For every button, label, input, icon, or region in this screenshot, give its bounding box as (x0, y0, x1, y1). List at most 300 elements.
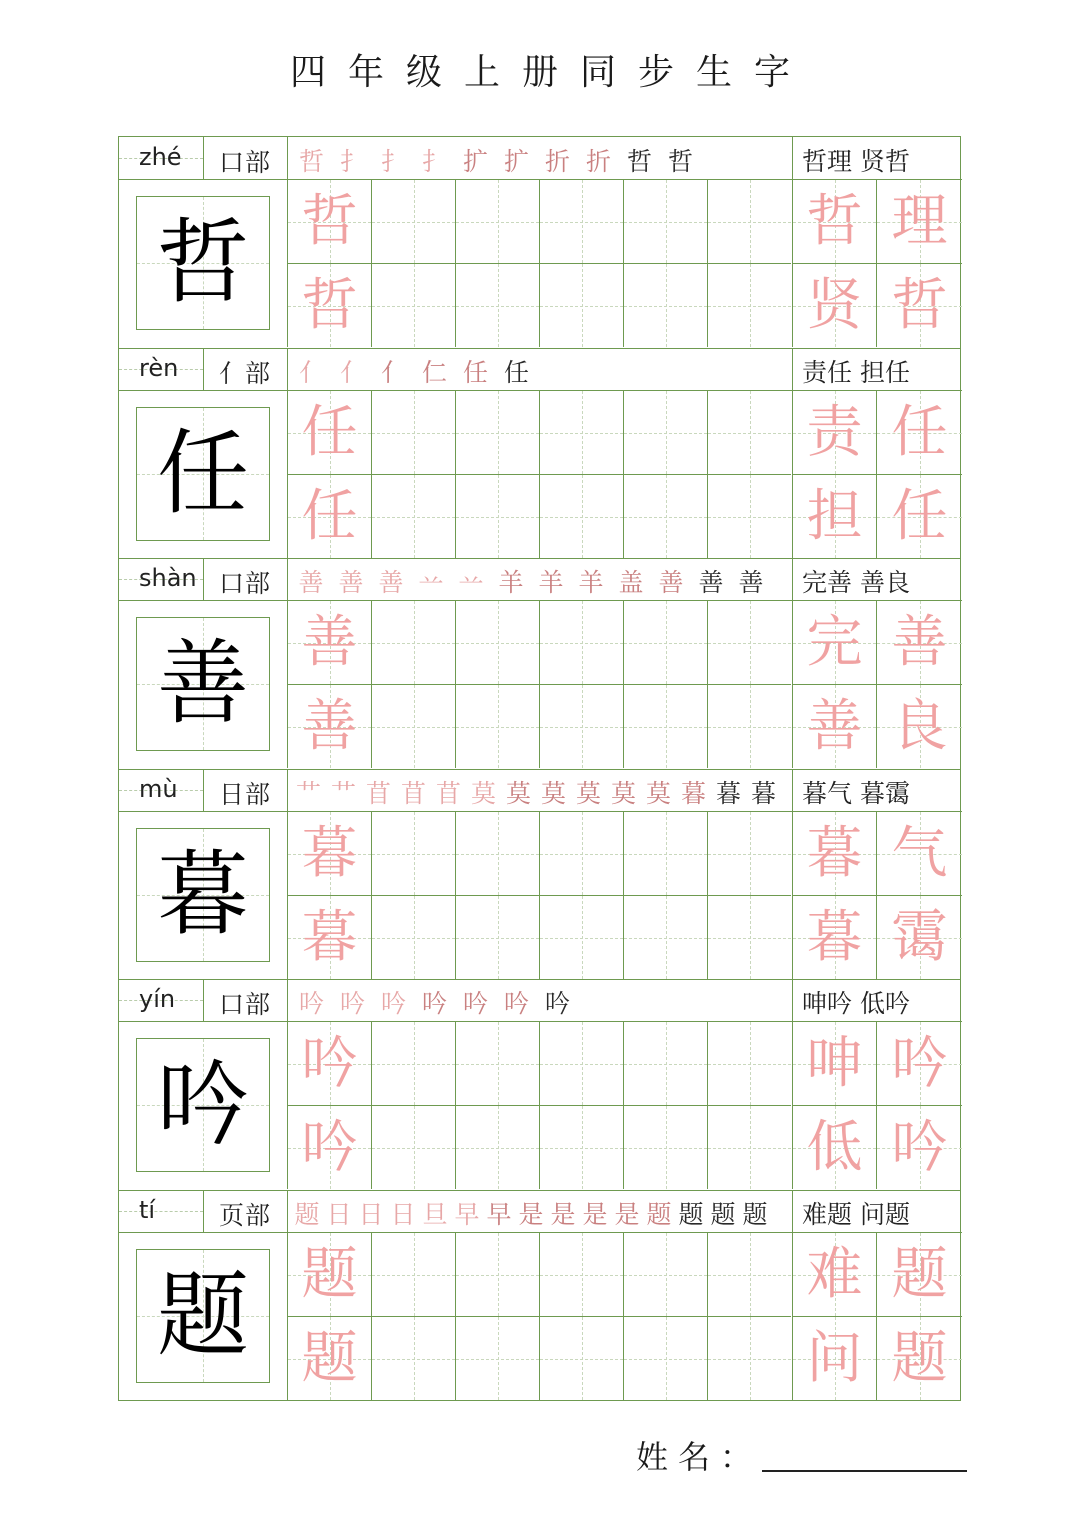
example-words: 责任 担任 (802, 358, 910, 387)
model-character-box (136, 1038, 270, 1172)
header-divider (792, 558, 793, 600)
stroke-order (291, 774, 781, 810)
header-divider (287, 769, 288, 811)
stroke-step: 莫 (610, 779, 636, 808)
trace-character: 善 (301, 609, 358, 675)
practice-cell[interactable] (623, 1316, 707, 1400)
practice-cell[interactable] (707, 811, 791, 895)
stroke-step: 扌 (380, 147, 406, 176)
trace-character: 任 (301, 399, 358, 465)
header-divider (287, 558, 288, 600)
guide-line (582, 1317, 583, 1400)
header-divider (203, 137, 204, 179)
practice-cell[interactable] (287, 1105, 371, 1189)
stroke-step: 莫 (645, 779, 671, 808)
trace-character: 暮 (806, 820, 863, 886)
practice-cell[interactable] (455, 1316, 539, 1400)
model-character: 任 (156, 420, 249, 527)
stroke-step: 善 (338, 568, 364, 597)
practice-cell[interactable] (539, 1021, 623, 1105)
stroke-step: 亻 (339, 358, 365, 387)
header-divider (203, 979, 204, 1021)
word-practice-cell[interactable] (792, 474, 876, 558)
trace-character: 任 (891, 399, 948, 465)
trace-character: 责 (806, 399, 863, 465)
stroke-step: 任 (462, 358, 488, 387)
practice-cell[interactable] (287, 1316, 371, 1400)
practice-cell[interactable] (539, 263, 623, 347)
word-practice-cell[interactable] (792, 1105, 876, 1189)
trace-character: 暮 (301, 904, 358, 970)
stroke-step: 暮 (680, 779, 706, 808)
guide-line (582, 601, 583, 684)
word-practice-cell[interactable] (876, 600, 962, 684)
word-practice-cell[interactable] (792, 1021, 876, 1105)
word-practice-cell[interactable] (792, 263, 876, 347)
trace-character: 暮 (806, 904, 863, 970)
stroke-step: 扩 (462, 147, 488, 176)
trace-character: 完 (806, 609, 863, 675)
practice-cell[interactable] (707, 684, 791, 768)
guide-line (414, 1106, 415, 1189)
practice-cell[interactable] (707, 179, 791, 263)
guide-line (498, 1106, 499, 1189)
worksheet-title: 四年级上册同步生字 (289, 52, 812, 93)
practice-cell[interactable] (287, 895, 371, 979)
stroke-step: 日 (326, 1200, 352, 1229)
row-divider (119, 979, 960, 980)
trace-character: 吟 (891, 1114, 948, 1180)
guide-line (750, 812, 751, 895)
radical-label: 口部 (219, 148, 272, 177)
guide-line (750, 685, 751, 768)
stroke-step: 苜 (400, 779, 426, 808)
stroke-step: 扌 (339, 147, 365, 176)
word-practice-cell[interactable] (876, 474, 962, 558)
radical-label: 口部 (219, 990, 272, 1019)
practice-cell[interactable] (455, 811, 539, 895)
trace-character: 题 (301, 1241, 358, 1307)
stroke-step: 莫 (575, 779, 601, 808)
pinyin-label: rèn (139, 354, 179, 382)
guide-line (750, 601, 751, 684)
stroke-step: 早 (486, 1200, 512, 1229)
stroke-step: 莫 (505, 779, 531, 808)
stroke-step: 艹 (295, 779, 321, 808)
practice-cell[interactable] (455, 1232, 539, 1316)
guide-line (582, 685, 583, 768)
stroke-step: 是 (614, 1200, 640, 1229)
model-character: 哲 (156, 209, 249, 316)
guide-line (582, 896, 583, 979)
practice-cell[interactable] (287, 811, 371, 895)
guide-line (498, 685, 499, 768)
radical-label: 亻部 (219, 359, 272, 388)
character-block (119, 348, 960, 559)
model-character-box (136, 1249, 270, 1383)
model-character: 题 (156, 1262, 249, 1369)
guide-line (498, 812, 499, 895)
practice-cell[interactable] (371, 1316, 455, 1400)
stroke-step: 扩 (503, 147, 529, 176)
practice-cell[interactable] (287, 1021, 371, 1105)
guide-line (582, 812, 583, 895)
practice-cell[interactable] (455, 895, 539, 979)
practice-cell[interactable] (623, 895, 707, 979)
practice-cell[interactable] (287, 179, 371, 263)
stroke-step: 题 (294, 1200, 320, 1229)
practice-cell[interactable] (623, 263, 707, 347)
practice-cell[interactable] (287, 263, 371, 347)
practice-cell[interactable] (455, 1105, 539, 1189)
practice-cell[interactable] (539, 1105, 623, 1189)
practice-cell[interactable] (371, 684, 455, 768)
guide-line (750, 475, 751, 558)
trace-character: 哲 (891, 272, 948, 338)
practice-cell[interactable] (539, 390, 623, 474)
stroke-step: 折 (544, 147, 570, 176)
pinyin-guide-line (119, 1211, 203, 1212)
practice-cell[interactable] (623, 1232, 707, 1316)
header-divider (203, 1190, 204, 1232)
practice-cell[interactable] (623, 474, 707, 558)
practice-cell[interactable] (707, 1021, 791, 1105)
guide-line (414, 812, 415, 895)
stroke-step: 莫 (540, 779, 566, 808)
practice-cell[interactable] (371, 390, 455, 474)
character-block (119, 137, 960, 348)
model-character-box (136, 617, 270, 751)
guide-line (582, 264, 583, 347)
guide-line (414, 601, 415, 684)
practice-cell[interactable] (539, 474, 623, 558)
practice-cell[interactable] (371, 1232, 455, 1316)
stroke-step: 题 (742, 1200, 768, 1229)
guide-line (666, 1106, 667, 1189)
header-divider (287, 979, 288, 1021)
model-character: 善 (156, 630, 249, 737)
trace-character: 气 (891, 820, 948, 886)
word-practice-cell[interactable] (792, 684, 876, 768)
guide-line (582, 180, 583, 263)
row-divider (119, 1190, 960, 1191)
header-divider (792, 137, 793, 179)
example-words: 哲理 贤哲 (802, 147, 910, 176)
stroke-step: 哲 (667, 147, 693, 176)
trace-character: 良 (891, 693, 948, 759)
word-practice-cell[interactable] (876, 895, 962, 979)
header-divider (287, 348, 288, 390)
stroke-step: 莫 (470, 779, 496, 808)
word-practice-cell[interactable] (876, 1316, 962, 1400)
practice-cell[interactable] (623, 600, 707, 684)
practice-cell[interactable] (539, 895, 623, 979)
model-character-box (136, 407, 270, 541)
character-block (119, 979, 960, 1190)
stroke-step: 亻 (380, 358, 406, 387)
trace-character: 难 (806, 1241, 863, 1307)
word-practice-cell[interactable] (876, 390, 962, 474)
practice-cell[interactable] (707, 895, 791, 979)
practice-cell[interactable] (371, 1021, 455, 1105)
radical-label: 口部 (219, 569, 272, 598)
trace-character: 理 (891, 188, 948, 254)
word-practice-cell[interactable] (876, 179, 962, 263)
header-divider (287, 137, 288, 179)
practice-cell[interactable] (707, 1232, 791, 1316)
trace-character: 吟 (301, 1030, 358, 1096)
practice-cell[interactable] (371, 263, 455, 347)
practice-cell[interactable] (371, 179, 455, 263)
guide-line (582, 1233, 583, 1316)
practice-cell[interactable] (623, 1105, 707, 1189)
guide-line (498, 391, 499, 474)
practice-cell[interactable] (287, 600, 371, 684)
trace-character: 任 (301, 483, 358, 549)
stroke-step: 苜 (365, 779, 391, 808)
guide-line (666, 475, 667, 558)
header-divider (287, 1190, 288, 1232)
trace-character: 贤 (806, 272, 863, 338)
practice-cell[interactable] (539, 1316, 623, 1400)
character-block (119, 1190, 960, 1401)
guide-line (414, 896, 415, 979)
practice-cell[interactable] (623, 1021, 707, 1105)
trace-character: 善 (891, 609, 948, 675)
model-character: 暮 (156, 841, 249, 948)
row-divider (119, 769, 960, 770)
header-divider (792, 348, 793, 390)
trace-character: 问 (806, 1325, 863, 1391)
header-divider (792, 1190, 793, 1232)
guide-line (750, 391, 751, 474)
guide-line (750, 896, 751, 979)
guide-line (750, 1022, 751, 1105)
practice-cell[interactable] (455, 390, 539, 474)
stroke-step: 仁 (421, 358, 447, 387)
practice-cell[interactable] (623, 684, 707, 768)
stroke-step: 折 (585, 147, 611, 176)
stroke-step: 是 (518, 1200, 544, 1229)
word-practice-cell[interactable] (876, 1232, 962, 1316)
stroke-order (291, 353, 537, 389)
practice-cell[interactable] (287, 1232, 371, 1316)
header-divider (203, 348, 204, 390)
stroke-step: 吟 (421, 989, 447, 1018)
trace-character: 暮 (301, 820, 358, 886)
guide-line (750, 1317, 751, 1400)
name-fill-line[interactable] (762, 1470, 967, 1472)
practice-cell[interactable] (287, 684, 371, 768)
guide-line (750, 1233, 751, 1316)
word-practice-cell[interactable] (792, 390, 876, 474)
trace-character: 善 (301, 693, 358, 759)
practice-cell[interactable] (371, 1105, 455, 1189)
stroke-step: 善 (658, 568, 684, 597)
trace-character: 吟 (891, 1030, 948, 1096)
practice-cell[interactable] (455, 263, 539, 347)
practice-cell[interactable] (539, 600, 623, 684)
practice-cell[interactable] (287, 390, 371, 474)
header-divider (203, 558, 204, 600)
guide-line (666, 391, 667, 474)
word-practice-cell[interactable] (876, 1021, 962, 1105)
practice-cell[interactable] (707, 600, 791, 684)
guide-line (582, 1022, 583, 1105)
pinyin-label: mù (139, 775, 178, 803)
stroke-step: 哲 (626, 147, 652, 176)
trace-character: 哲 (301, 188, 358, 254)
stroke-step: 暮 (715, 779, 741, 808)
pinyin-label: shàn (139, 564, 197, 592)
guide-line (414, 475, 415, 558)
guide-line (666, 1022, 667, 1105)
word-practice-cell[interactable] (792, 895, 876, 979)
guide-line (666, 264, 667, 347)
guide-line (414, 685, 415, 768)
practice-cell[interactable] (371, 811, 455, 895)
stroke-step: 羊 (578, 568, 604, 597)
practice-cell[interactable] (623, 811, 707, 895)
radical-label: 页部 (219, 1201, 272, 1230)
practice-cell[interactable] (707, 263, 791, 347)
practice-cell[interactable] (371, 895, 455, 979)
guide-line (666, 812, 667, 895)
practice-cell[interactable] (455, 179, 539, 263)
guide-line (498, 896, 499, 979)
stroke-step: 羊 (538, 568, 564, 597)
stroke-step: 艹 (330, 779, 356, 808)
stroke-step: 吟 (544, 989, 570, 1018)
guide-line (666, 685, 667, 768)
stroke-step: 早 (454, 1200, 480, 1229)
pinyin-label: yín (139, 985, 176, 1013)
guide-line (498, 180, 499, 263)
practice-cell[interactable] (707, 390, 791, 474)
practice-cell[interactable] (707, 1105, 791, 1189)
trace-character: 任 (891, 483, 948, 549)
stroke-step: 旦 (422, 1200, 448, 1229)
word-practice-cell[interactable] (876, 684, 962, 768)
character-block (119, 558, 960, 769)
practice-cell[interactable] (455, 474, 539, 558)
practice-cell[interactable] (707, 1316, 791, 1400)
stroke-step: 日 (390, 1200, 416, 1229)
practice-cell[interactable] (455, 1021, 539, 1105)
stroke-order (291, 984, 578, 1020)
row-divider (119, 348, 960, 349)
word-practice-cell[interactable] (792, 600, 876, 684)
trace-character: 哲 (301, 272, 358, 338)
guide-line (582, 1106, 583, 1189)
trace-character: 霭 (891, 904, 948, 970)
practice-cell[interactable] (623, 390, 707, 474)
stroke-step: 暮 (750, 779, 776, 808)
practice-cell[interactable] (539, 1232, 623, 1316)
guide-line (666, 180, 667, 263)
stroke-step: 吟 (339, 989, 365, 1018)
example-words: 难题 问题 (802, 1200, 910, 1229)
model-character: 吟 (156, 1051, 249, 1158)
example-words: 暮气 暮霭 (802, 779, 910, 808)
row-divider (119, 558, 960, 559)
stroke-step: 盖 (618, 568, 644, 597)
stroke-step: 善 (378, 568, 404, 597)
example-words: 完善 善良 (802, 568, 910, 597)
guide-line (414, 391, 415, 474)
guide-line (750, 264, 751, 347)
guide-line (498, 1233, 499, 1316)
stroke-order (291, 1195, 771, 1231)
practice-cell[interactable] (623, 179, 707, 263)
practice-cell[interactable] (371, 474, 455, 558)
guide-line (498, 1317, 499, 1400)
stroke-step: 是 (550, 1200, 576, 1229)
guide-line (414, 1233, 415, 1316)
practice-cell[interactable] (455, 684, 539, 768)
word-practice-cell[interactable] (876, 263, 962, 347)
stroke-step: 䒑 (418, 568, 444, 597)
stroke-step: 苜 (435, 779, 461, 808)
guide-line (666, 1317, 667, 1400)
guide-line (414, 264, 415, 347)
stroke-step: 善 (698, 568, 724, 597)
stroke-step: 吟 (380, 989, 406, 1018)
model-character-box (136, 196, 270, 330)
guide-line (498, 475, 499, 558)
header-divider (792, 769, 793, 811)
practice-cell[interactable] (707, 474, 791, 558)
guide-line (498, 264, 499, 347)
stroke-step: 䒑 (458, 568, 484, 597)
word-practice-cell[interactable] (792, 811, 876, 895)
radical-label: 日部 (219, 780, 272, 809)
trace-character: 吟 (301, 1114, 358, 1180)
practice-cell[interactable] (539, 811, 623, 895)
stroke-step: 题 (646, 1200, 672, 1229)
stroke-step: 吟 (503, 989, 529, 1018)
stroke-step: 善 (298, 568, 324, 597)
stroke-step: 日 (358, 1200, 384, 1229)
guide-line (582, 475, 583, 558)
guide-line (414, 1317, 415, 1400)
pinyin-label: tí (139, 1196, 156, 1224)
practice-cell[interactable] (539, 684, 623, 768)
guide-line (666, 1233, 667, 1316)
practice-cell[interactable] (455, 600, 539, 684)
trace-character: 担 (806, 483, 863, 549)
stroke-order (291, 142, 701, 178)
word-practice-cell[interactable] (876, 811, 962, 895)
practice-cell[interactable] (287, 474, 371, 558)
practice-cell[interactable] (371, 600, 455, 684)
stroke-step: 羊 (498, 568, 524, 597)
character-block (119, 769, 960, 980)
example-words: 呻吟 低吟 (802, 989, 910, 1018)
trace-character: 低 (806, 1114, 863, 1180)
trace-character: 哲 (806, 188, 863, 254)
practice-grid (118, 136, 961, 1401)
word-practice-cell[interactable] (792, 1316, 876, 1400)
practice-cell[interactable] (539, 179, 623, 263)
trace-character: 题 (301, 1325, 358, 1391)
word-practice-cell[interactable] (792, 1232, 876, 1316)
pinyin-label: zhé (139, 143, 182, 171)
word-practice-cell[interactable] (792, 179, 876, 263)
word-practice-cell[interactable] (876, 1105, 962, 1189)
stroke-order (291, 563, 771, 599)
header-divider (792, 979, 793, 1021)
